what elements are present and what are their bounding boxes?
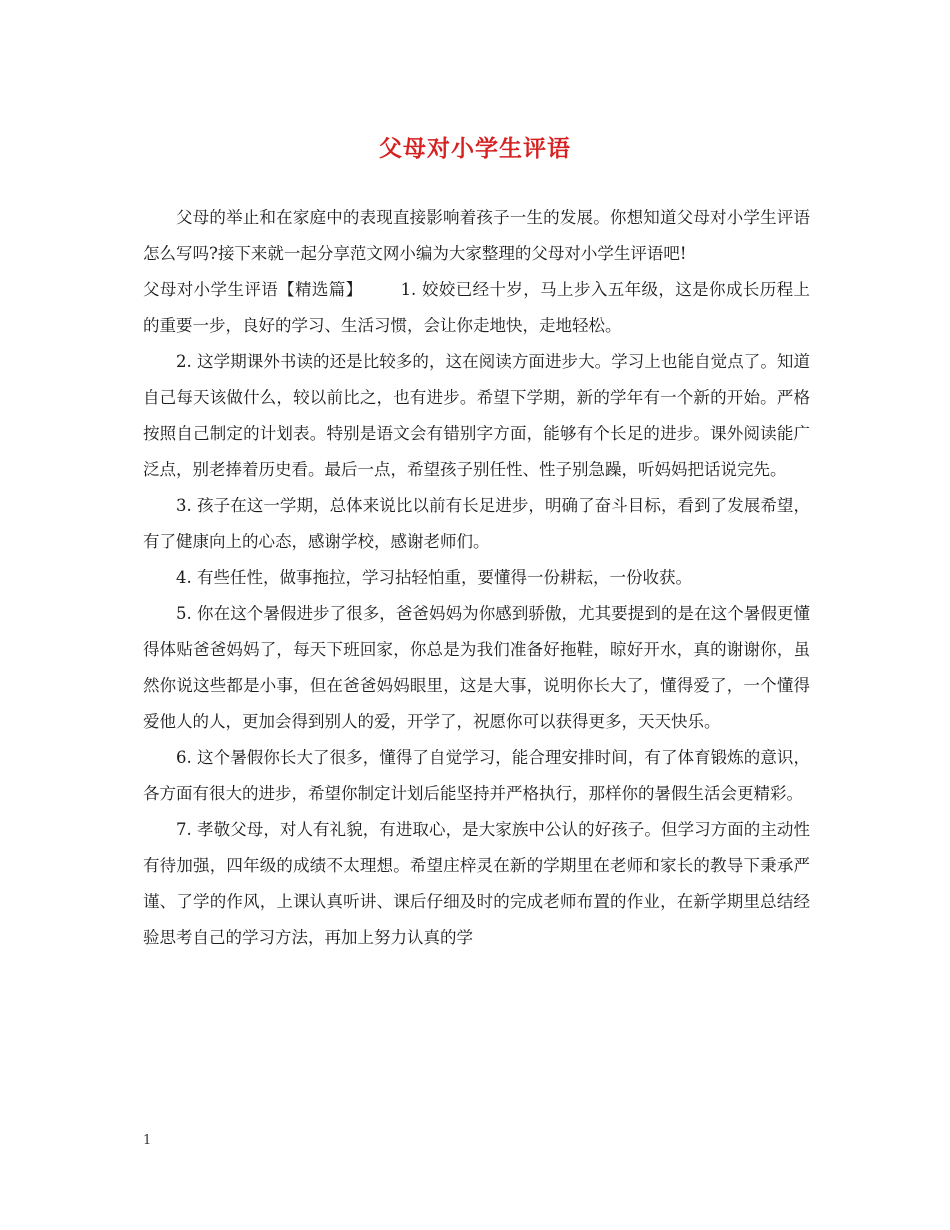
comment-item-4: 4. 有些任性，做事拖拉，学习拈轻怕重，要懂得一份耕耘，一份收获。 bbox=[176, 568, 692, 587]
comment-item-1: 1. 姣姣已经十岁，马上步入五年级，这是你成长历程上的重要一步，良好的学习、生活习惯，会让你走地快，走地轻松。 bbox=[143, 280, 810, 335]
comment-item-2: 2. 这学期课外书读的还是比较多的，这在阅读方面进步大。学习上也能自觉点了。知道自己每天该做什么，较以前比之，也有进步。希望下学期，新的学年有一个新的开始。严格按照自己制定的计划表。特别是语文会有错别字方面，能够有个长足的进步。课外阅读能广泛点，别老捧着历史看。最后一点，希望孩子别任性、性子别急躁，听妈妈把话说完先。 bbox=[143, 352, 810, 479]
section-label: 父母对小学生评语【精选篇】 bbox=[143, 280, 363, 299]
page-number: 1 bbox=[143, 1133, 152, 1148]
document-body bbox=[143, 200, 810, 956]
comment-item-7: 7. 孝敬父母，对人有礼貌，有进取心，是大家族中公认的好孩子。但学习方面的主动性有待加强，四年级的成绩不太理想。希望庄梓灵在新的学期里在老师和家长的教导下秉承严谨、了学的作风，上课认真听讲、课后仔细及时的完成老师布置的作业，在新学期里总结经验思考自己的学习方法，再加上努力认真的学 bbox=[143, 820, 810, 947]
section-lead-paragraph bbox=[143, 272, 810, 344]
intro-paragraph: 父母的举止和在家庭中的表现直接影响着孩子一生的发展。你想知道父母对小学生评语怎么写吗?接下来就一起分享范文网小编为大家整理的父母对小学生评语吧! bbox=[143, 208, 810, 263]
document-title: 父母对小学生评语 bbox=[379, 135, 571, 162]
comment-item-3: 3. 孩子在这一学期，总体来说比以前有长足进步，明确了奋斗目标，看到了发展希望，有了健康向上的心态，感谢学校，感谢老师们。 bbox=[143, 496, 810, 551]
comment-item-6: 6. 这个暑假你长大了很多，懂得了自觉学习，能合理安排时间，有了体育锻炼的意识，各方面有很大的进步，希望你制定计划后能坚持并严格执行，那样你的暑假生活会更精彩。 bbox=[143, 748, 810, 803]
comment-item-5: 5. 你在这个暑假进步了很多，爸爸妈妈为你感到骄傲，尤其要提到的是在这个暑假更懂得体贴爸爸妈妈了，每天下班回家，你总是为我们准备好拖鞋，晾好开水，真的谢谢你，虽然你说这些都是小事，但在爸爸妈妈眼里，这是大事，说明你长大了，懂得爱了，一个懂得爱他人的人，更加会得到别人的爱，开学了，祝愿你可以获得更多，天天快乐。 bbox=[143, 604, 810, 731]
